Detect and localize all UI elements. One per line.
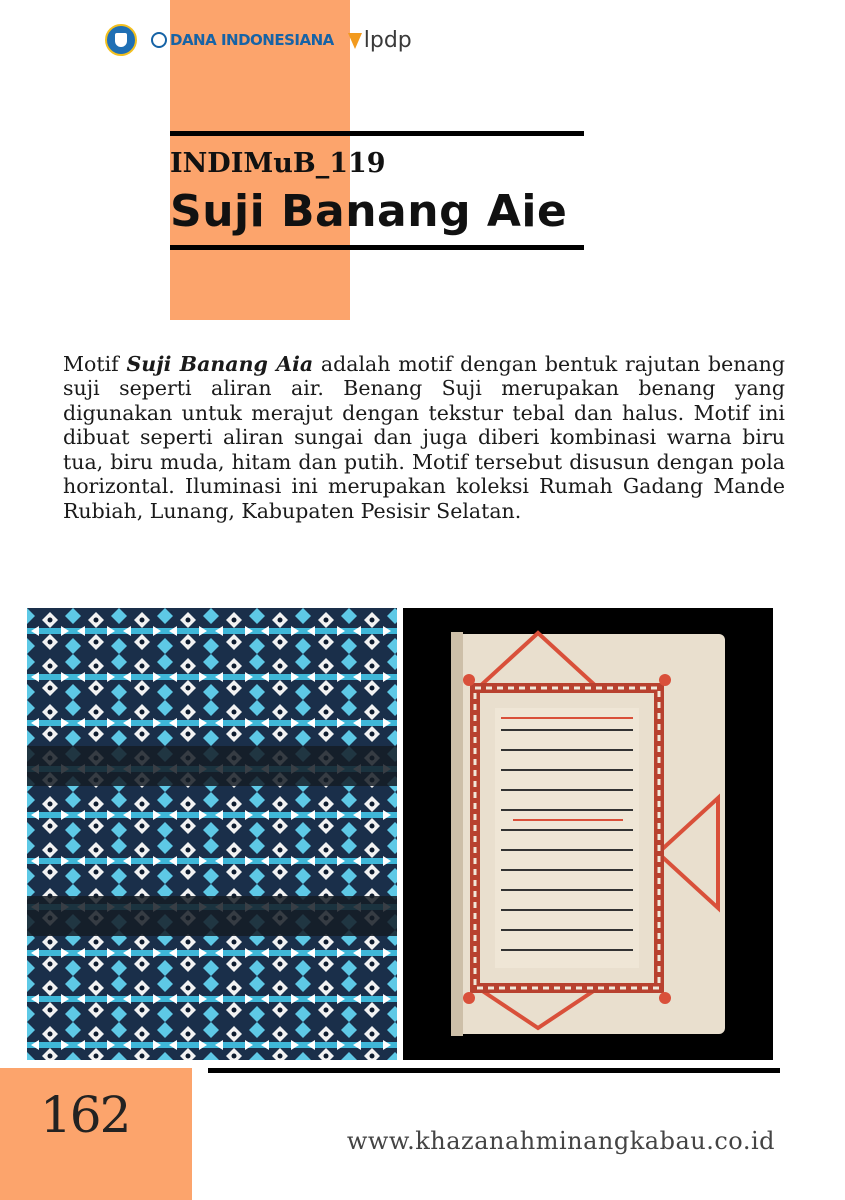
dana-logo-text: DANA INDONESIANA: [170, 31, 334, 49]
description-paragraph: [63, 352, 785, 524]
page-number: 162: [40, 1086, 130, 1144]
lpdp-logo: [348, 28, 412, 53]
description-rest: adalah motif dengan bentuk rajutan benang suji seperti aliran air. Benang Suji merupakan benang yang digunakan untuk merajut dengan tekstur tebal dan halus. Motif ini dibuat seperti aliran sungai dan juga diberi kombinasi warna biru tua, biru muda, hitam dan putih. Motif tersebut disusun dengan pola horizontal. Iluminasi ini merupakan koleksi Rumah Gadang Mande Rubiah, Lunang, Kabupaten Pesisir Selatan.: [63, 351, 786, 523]
kemdikbud-logo: [105, 24, 137, 56]
lpdp-logo-text: lpdp: [363, 27, 412, 53]
page-title: Suji Banang Aie: [170, 186, 568, 237]
lpdp-mark-icon: [348, 31, 362, 49]
manuscript-illumination-svg: [403, 608, 773, 1060]
motif-name-emphasis: Suji Banang Aia: [126, 351, 314, 376]
dana-ring-icon: [151, 32, 167, 48]
motif-pattern-svg: [27, 608, 397, 1060]
footer-rule: [208, 1068, 780, 1073]
motif-code: INDIMuB_119: [170, 148, 386, 179]
website-link[interactable]: www.khazanahminangkabau.co.id: [346, 1127, 775, 1155]
header-logos: [105, 22, 412, 58]
description-lead: Motif: [63, 351, 127, 376]
manuscript-photo: [403, 608, 773, 1060]
dana-indonesiana-logo: [151, 31, 334, 49]
motif-pattern-image: [27, 608, 397, 1060]
title-bottom-rule: [170, 245, 584, 250]
title-top-rule: [170, 131, 584, 136]
